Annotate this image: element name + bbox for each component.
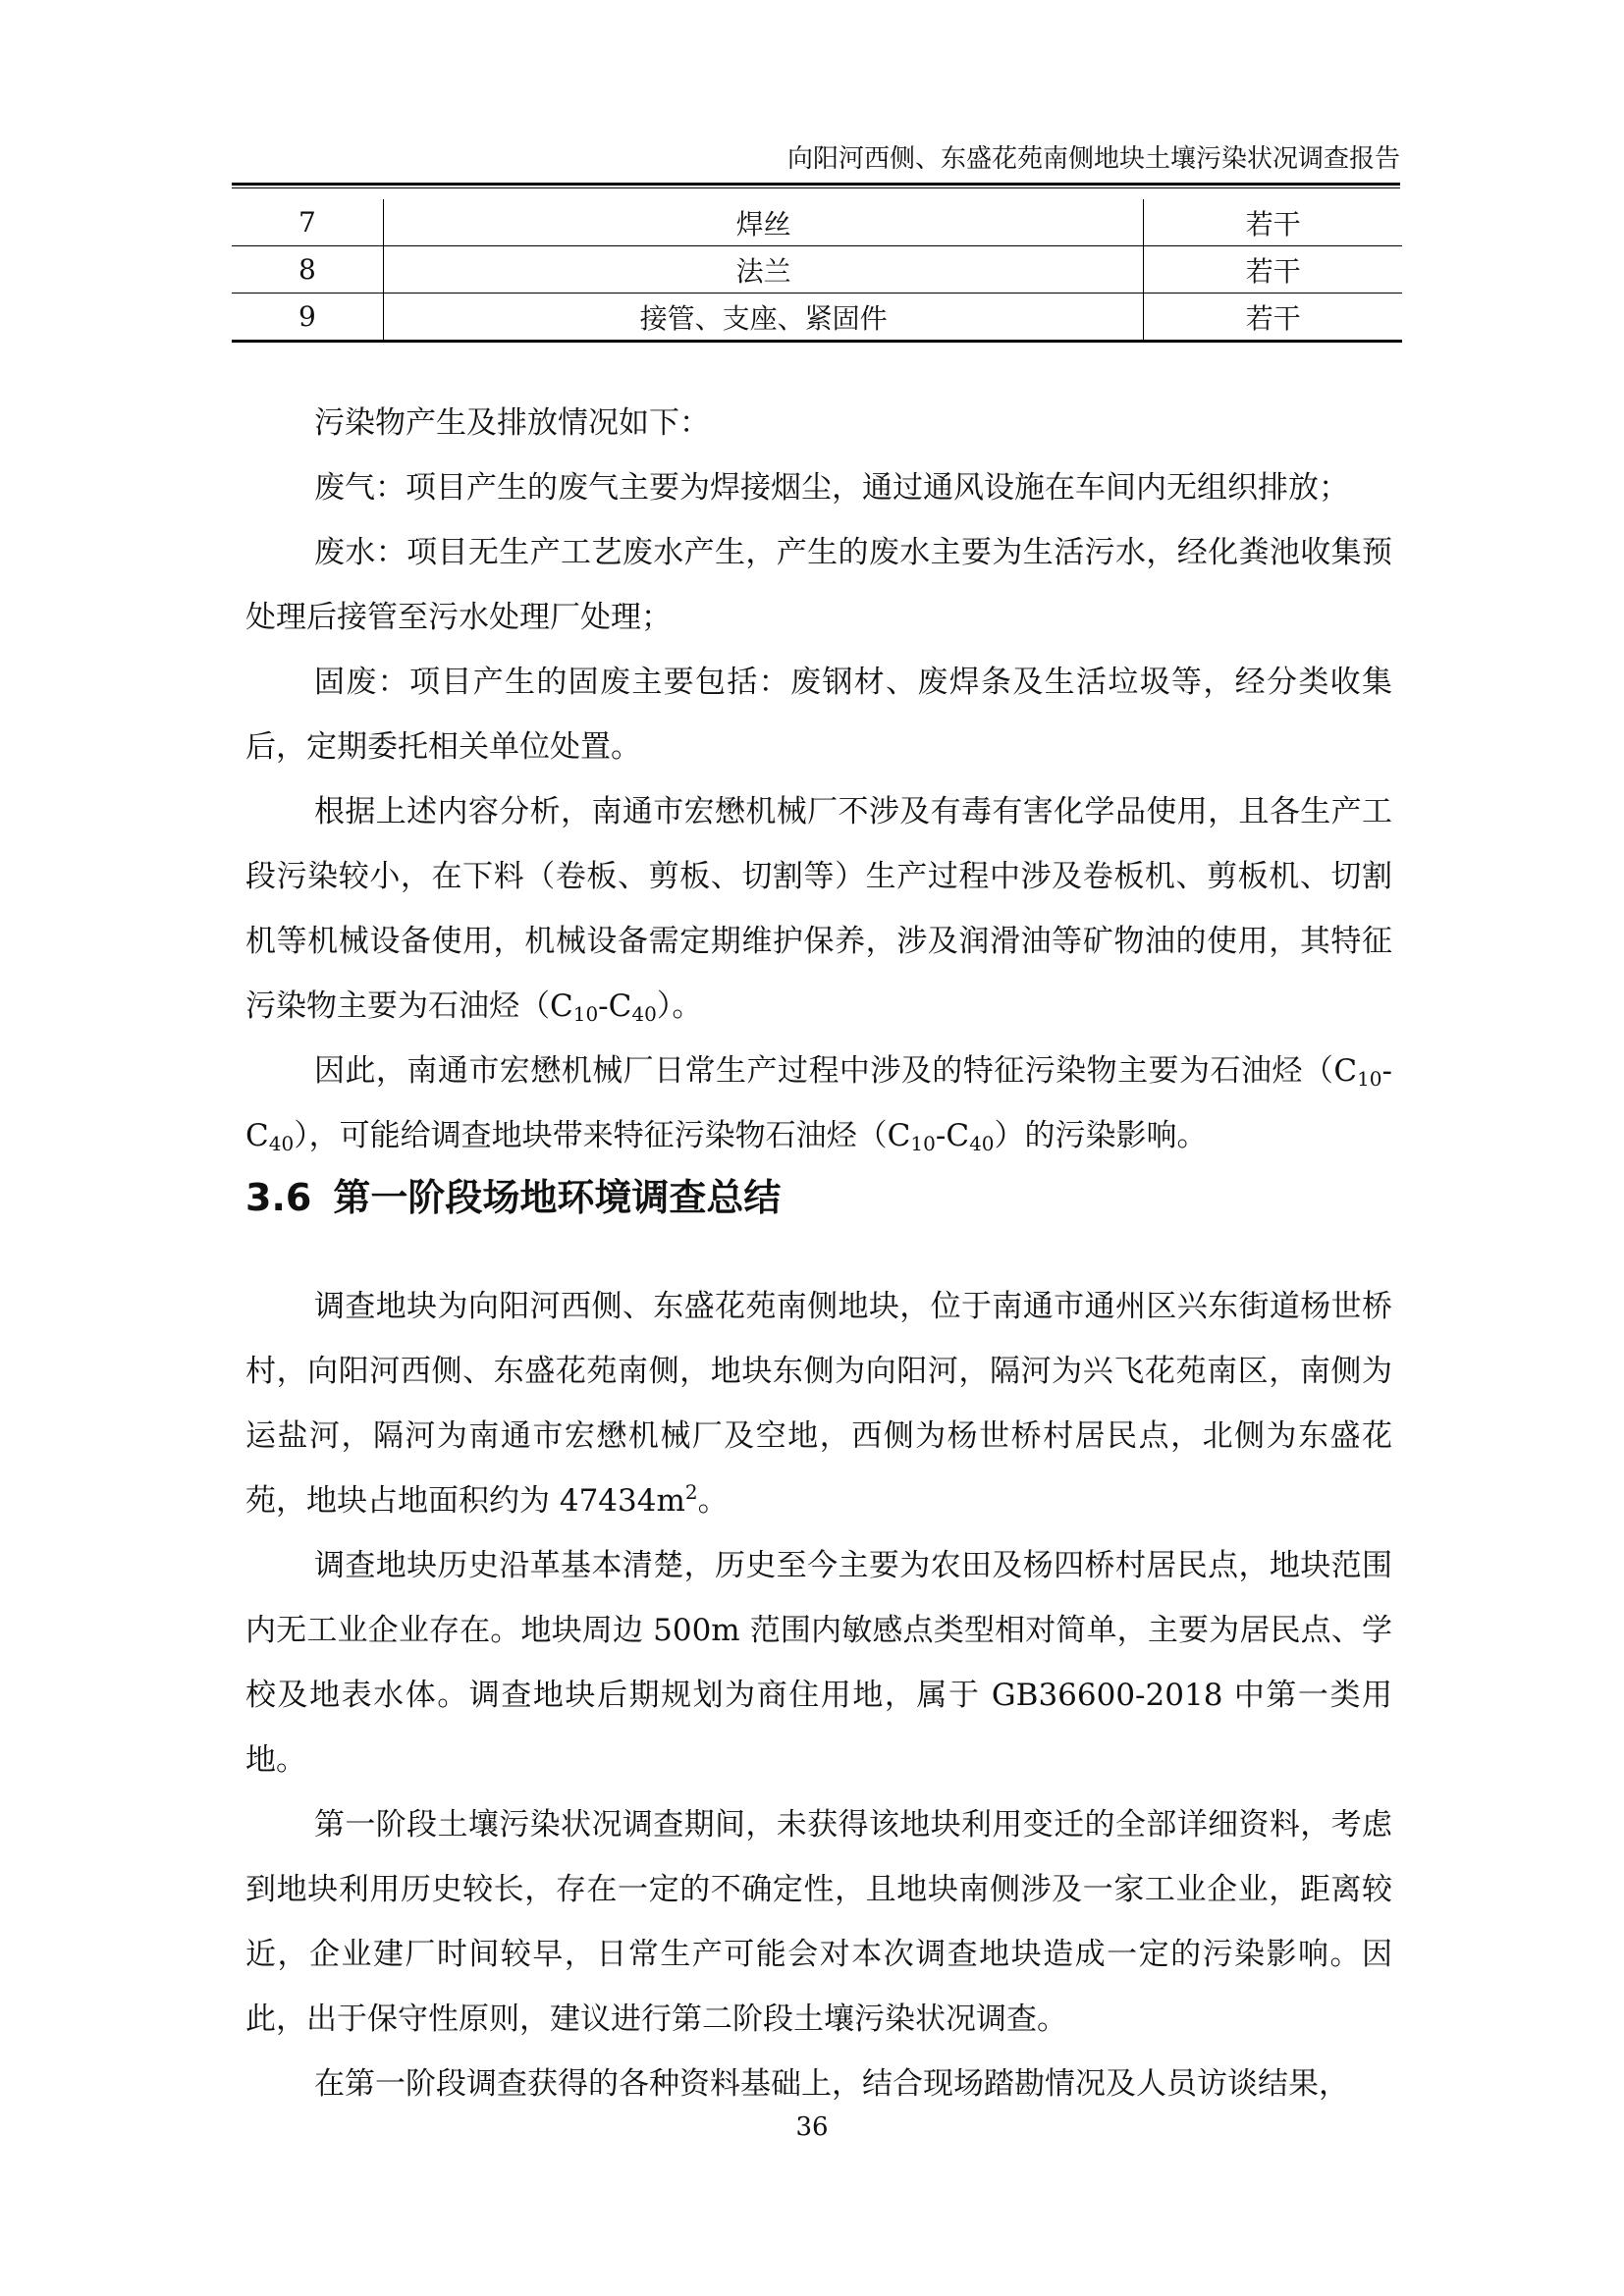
pollutant-text-block [245,391,1392,1168]
text-run: 调查地块为向阳河西侧、东盛花苑南侧地块，位于南通市通州区兴东街道杨世桥村，向阳河西侧、东盛花苑南侧，地块东侧为向阳河，隔河为兴飞花苑南区，南侧为运盐河，隔河为南通市宏懋机械厂及空地，西侧为杨世桥村居民点，北侧为东盛花苑，地块占地面积约为 47434m [245,1289,1392,1519]
header-rule-thin [232,187,1400,188]
row-number: 7 [232,199,383,246]
summary-text-block [245,1274,1392,2116]
paragraph: 调查地块历史沿革基本清楚，历史至今主要为农田及杨四桥村居民点，地块范围内无工业企业存在。地块周边 500m 范围内敏感点类型相对简单，主要为居民点、学校及地表水体。调查地块后期规划为商住用地，属于 GB36600-2018 中第一类用地。 [245,1548,1392,1778]
superscript: 2 [684,1480,698,1504]
table-row [232,294,1402,342]
text-run: ）的污染影响。 [994,1118,1208,1153]
equipment-name: 接管、支座、紧固件 [383,294,1144,342]
paragraph: 第一阶段土壤污染状况调查期间，未获得该地块利用变迁的全部详细资料，考虑到地块利用历史较长，存在一定的不确定性，且地块南侧涉及一家工业企业，距离较近，企业建厂时间较早，日常生产可能会对本次调查地块造成一定的污染影响。因此，出于保守性原则，建议进行第二阶段土壤污染状况调查。 [245,1807,1392,2037]
section-title: 第一阶段场地环境调查总结 [333,1176,782,1219]
running-header: 向阳河西侧、东盛花苑南侧地块土壤污染状况调查报告 [786,144,1400,174]
paragraph [245,1039,1392,1168]
text-run: 根据上述内容分析，南通市宏懋机械厂不涉及有毒有害化学品使用，且各生产工段污染较小，在下料（卷板、剪板、切割等）生产过程中涉及卷板机、剪板机、切割机等机械设备使用，机械设备需定期维护保养，涉及润滑油等矿物油的使用，其特征污染物主要为石油烃（C [245,794,1392,1024]
subscript: 10 [910,1132,936,1155]
row-number: 9 [232,294,383,342]
paragraph: 污染物产生及排放情况如下： [314,405,710,441]
text-run: -C [598,988,632,1024]
subscript: 40 [631,1002,657,1026]
paragraph [245,779,1392,1039]
equipment-quantity: 若干 [1144,246,1402,294]
paragraph: 在第一阶段调查获得的各种资料基础上，结合现场踏勘情况及人员访谈结果， [314,2066,1349,2102]
equipment-name: 焊丝 [383,199,1144,246]
paragraph: 固废：项目产生的固废主要包括：废钢材、废焊条及生活垃圾等，经分类收集后，定期委托相关单位处置。 [245,665,1392,765]
table-row [232,199,1402,246]
equipment-name: 法兰 [383,246,1144,294]
paragraph: 废气：项目产生的废气主要为焊接烟尘，通过通风设施在车间内无组织排放； [314,470,1349,506]
text-run: -C [935,1118,970,1153]
subscript: 10 [572,1002,599,1026]
row-number: 8 [232,246,383,294]
section-number: 3.6 [245,1176,312,1219]
text-run: 。 [697,1483,729,1519]
equipment-quantity: 若干 [1144,294,1402,342]
subscript: 40 [969,1132,995,1155]
section-heading [245,1168,781,1227]
text-run: ）。 [656,988,703,1024]
paragraph [245,1274,1392,1533]
equipment-quantity: 若干 [1144,199,1402,246]
page-number: 36 [795,2112,829,2142]
text-run: 因此，南通市宏懋机械厂日常生产过程中涉及的特征污染物主要为石油烃（C [314,1053,1358,1089]
subscript: 10 [1357,1067,1382,1091]
table-row [232,246,1402,294]
equipment-table [232,199,1402,343]
text-run: -C [245,1053,1392,1153]
header-rule [232,183,1400,186]
paragraph: 废水：项目无生产工艺废水产生，产生的废水主要为生活污水，经化粪池收集预处理后接管至污水处理厂处理； [245,535,1392,635]
text-run: ），可能给调查地块带来特征污染物石油烃（C [294,1118,911,1153]
subscript: 40 [268,1132,295,1155]
